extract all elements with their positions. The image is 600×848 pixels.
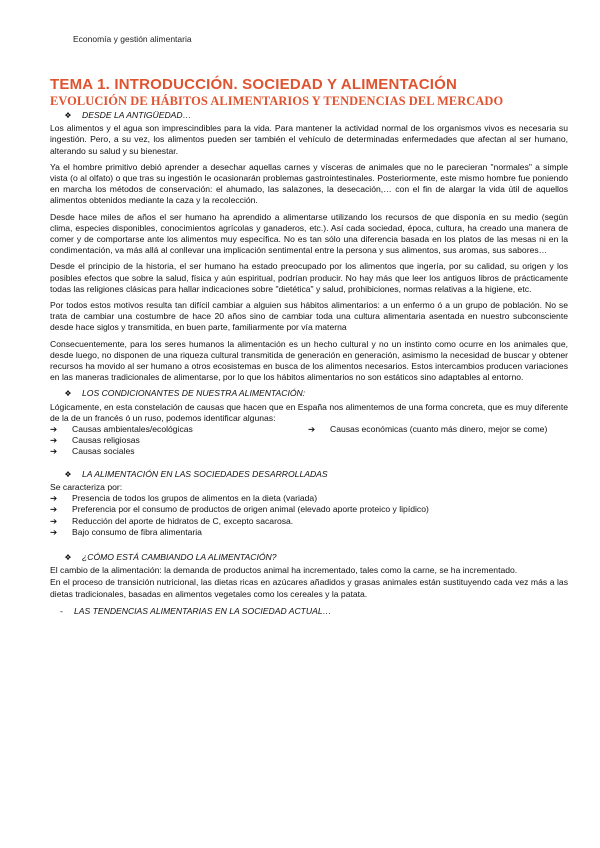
- paragraph: Los alimentos y el agua son imprescindibles para la vida. Para mantener la actividad normal de los organismos vivos es necesaria su ingestión. Pero, a su vez, los alimentos pueden ser también el vehículo de determinadas enfermedades que afectan al ser humano, alterando su salud y su bienestar.: [50, 123, 568, 156]
- running-header: Economía y gestión alimentaria: [73, 34, 192, 44]
- list-item: ➔ Bajo consumo de fibra alimentaria: [50, 526, 202, 537]
- paragraph: Consecuentemente, para los seres humanos la alimentación es un hecho cultural y no un instinto como ocurre en los animales que, desde luego, no disponen de una riqueza cultural transmitida de generación en generación, asimismo la necesidad de buscar y obtener recursos ha movido al ser humano a otros ecosistemas en busca de los alimentos necesarios. Estos intercambios producen variaciones en las maneras tradicionales de alimentarse, por lo que los hábitos alimentarios no son estáticos sino adaptables al entorno.: [50, 338, 568, 383]
- paragraph: Se caracteriza por:: [50, 481, 123, 492]
- characteristics-list: [50, 493, 568, 538]
- document-body: [50, 110, 568, 617]
- list-item: ➔ Causas económicas (cuanto más dinero, mejor se come): [308, 424, 548, 435]
- section-heading-cambiando: [50, 552, 568, 563]
- section-heading-text: ¿CÓMO ESTÁ CAMBIANDO LA ALIMENTACIÓN?: [82, 551, 277, 562]
- diamond-bullet-icon: ❖: [64, 469, 72, 479]
- causes-list-right: [308, 424, 568, 458]
- dash-item-text: LAS TENDENCIAS ALIMENTARIAS EN LA SOCIEDAD ACTUAL…: [74, 605, 332, 616]
- paragraph: Desde el principio de la historia, el ser humano ha estado preocupado por los alimentos que ingería, por su calidad, su origen y los posibles efectos que sobre la salud, física y aún espiritual, podrían producir. No hay más que leer los antiguos libros de prácticamente todas las religiones clásicas para hallar indicaciones sobre "dietética" y salud, prohibiciones, normas relativas a la higiene, etc.: [50, 261, 568, 294]
- diamond-bullet-icon: ❖: [64, 111, 72, 120]
- arrow-icon: ➔: [50, 504, 58, 515]
- arrow-icon: ➔: [308, 424, 316, 435]
- section-heading-antiguedad: [50, 110, 568, 121]
- paragraph: Lógicamente, en esta constelación de causas que hacen que en España nos alimentemos de una forma concreta, que es muy diferente de la de un francés ó un ruso, podemos identificar algunas:: [50, 401, 568, 423]
- page-title: TEMA 1. INTRODUCCIÓN. SOCIEDAD Y ALIMENTACIÓN: [50, 76, 458, 93]
- paragraph: Desde hace miles de años el ser humano ha aprendido a alimentarse utilizando los recursos de que disponía en su medio (según clima, especies disponibles, conocimientos agrícolas y ganaderos, etc.). Así cada sociedad, época, cultura, ha creado una manera de comer y de comportarse ante los alimentos muy específica. No es tan sólo una diferencia basada en los platos de las mesas ni en la condimentación, va más allá al conllevar una implicación sentimental entre la persona y sus alimentos, sus aromas, sus sabores…: [50, 211, 568, 256]
- causes-list-left: [50, 424, 308, 458]
- arrow-icon: ➔: [50, 435, 58, 446]
- arrow-icon: ➔: [50, 424, 58, 435]
- section-heading-text: DESDE LA ANTIGÜEDAD…: [82, 110, 192, 120]
- diamond-bullet-icon: ❖: [64, 389, 72, 399]
- arrow-icon: ➔: [50, 526, 58, 537]
- page-subtitle: EVOLUCIÓN DE HÁBITOS ALIMENTARIOS Y TENDENCIAS DEL MERCADO: [50, 94, 504, 108]
- diamond-bullet-icon: ❖: [64, 552, 72, 562]
- paragraph: Por todos estos motivos resulta tan difícil cambiar a alguien sus hábitos alimentarios: a un enfermo ó a un grupo de población. No se trata de cambiar una costumbre de hace 20 años sino de cambiar toda una cultura alimentaria asentada en nuestro subconsciente desde hace siglos y transmitida, en buen parte, familiarmente por vía materna: [50, 300, 568, 333]
- paragraph: Ya el hombre primitivo debió aprender a desechar aquellas carnes y vísceras de animales que no le parecieran "normales" a simple vista (o al olfato) o que tras su ingestión le ocasionarán problemas gastrointestinales. Posteriormente, este mismo hombre fue poniendo en marcha los métodos de conservación: el ahumado, las salazones, la desecación,… con el fin de alargar la vida útil de aquellos alimentos obtenidos mediante la caza y la recolección.: [50, 161, 568, 206]
- arrow-icon: ➔: [50, 515, 58, 526]
- arrow-icon: ➔: [50, 493, 58, 504]
- section-heading-condicionantes: [50, 388, 568, 399]
- dash-list-item: [50, 606, 568, 617]
- section-heading-text: LOS CONDICIONANTES DE NUESTRA ALIMENTACIÓN:: [82, 388, 306, 399]
- paragraph: El cambio de la alimentación: la demanda de productos animal ha incrementado, tales como la carne, se ha incrementado.: [50, 565, 518, 576]
- paragraph: En el proceso de transición nutricional, las dietas ricas en azúcares añadidos y grasas animales están sustituyendo cada vez más a las dietas tradicionales, basadas en alimentos vegetales como los cereales y la patata.: [50, 577, 568, 599]
- list-item: ➔ Presencia de todos los grupos de alimentos en la dieta (variada): [50, 493, 318, 504]
- list-item: ➔ Preferencia por el consumo de productos de origen animal (elevado aporte proteico y lipídico): [50, 504, 429, 515]
- list-item: ➔ Causas ambientales/ecológicas: [50, 424, 193, 435]
- causes-list: [50, 424, 568, 463]
- dash-bullet-icon: -: [60, 605, 63, 616]
- list-item: ➔ Reducción del aporte de hidratos de C, excepto sacarosa.: [50, 515, 294, 526]
- list-item: ➔ Causas sociales: [50, 446, 135, 457]
- arrow-icon: ➔: [50, 446, 58, 457]
- list-item: ➔ Causas religiosas: [50, 435, 140, 446]
- section-heading-text: LA ALIMENTACIÓN EN LAS SOCIEDADES DESARROLLADAS: [82, 468, 328, 479]
- section-heading-sociedades-desarrolladas: [50, 469, 568, 480]
